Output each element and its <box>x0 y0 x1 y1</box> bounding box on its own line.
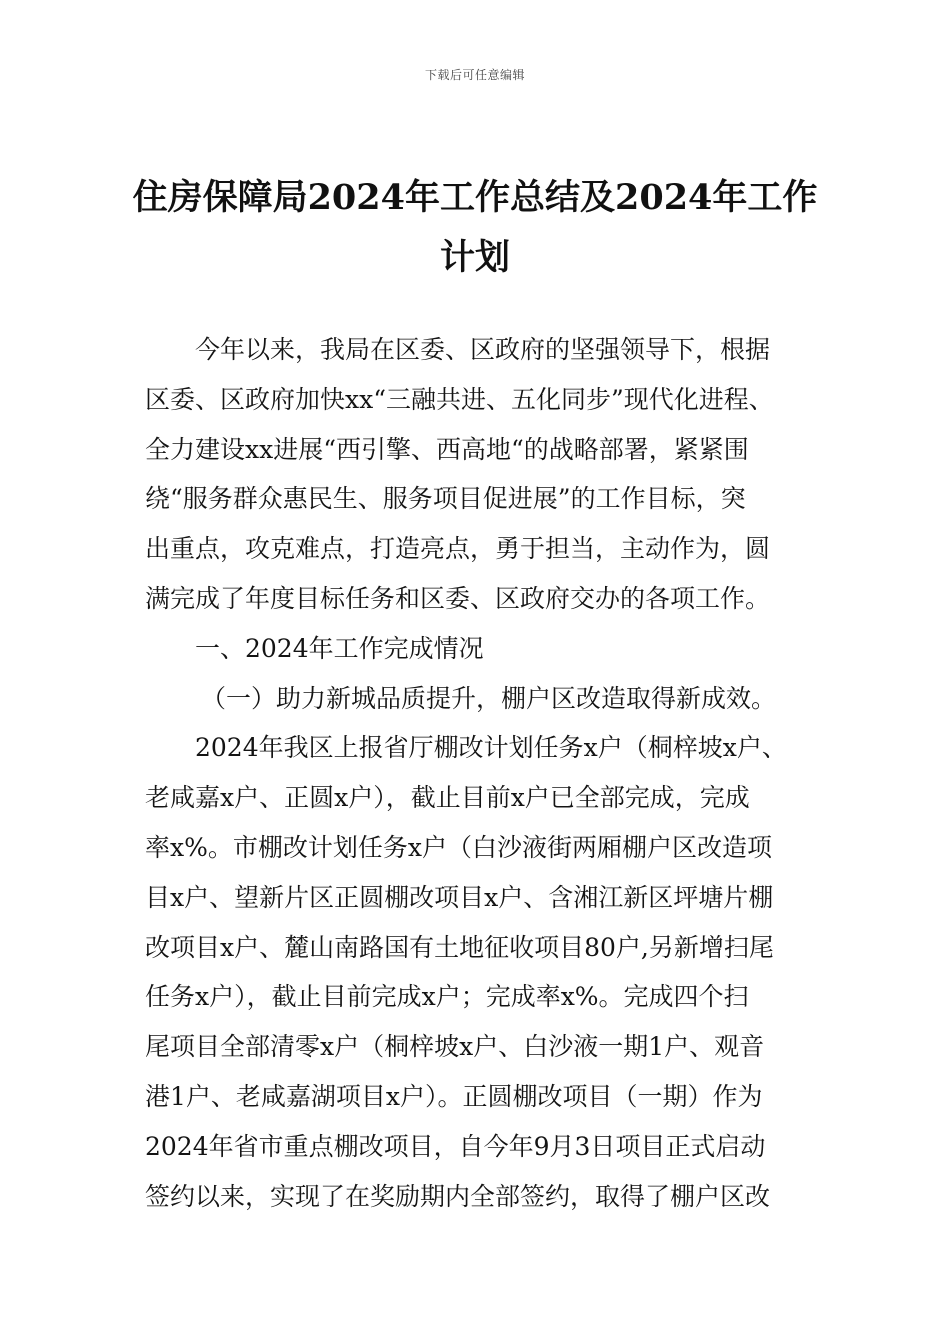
body-line: 全力建设xx进展“西引擎、西高地“的战略部署，紧紧围 <box>145 434 749 464</box>
body-line: 2024年我区上报省厅棚改计划任务x户（桐梓坡x户、 <box>195 733 787 763</box>
body-line: 任务x户），截止目前完成x户；完成率x%。完成四个扫 <box>145 982 749 1012</box>
body-line: 2024年省市重点棚改项目，自今年9月3日项目正式启动 <box>145 1131 766 1161</box>
document-body <box>145 325 845 1221</box>
section-heading: 一、2024年工作完成情况 <box>195 633 484 663</box>
body-line: 满完成了年度目标任务和区委、区政府交办的各项工作。 <box>145 583 771 613</box>
body-line: 出重点，攻克难点，打造亮点，勇于担当，主动作为，圆 <box>145 534 771 564</box>
body-line: 老咸嘉x户、正圆x户），截止目前x户已全部完成，完成 <box>145 783 750 813</box>
title-line-1: 住房保障局2024年工作总结及2024年工作 <box>132 177 818 218</box>
body-line: 改项目x户、麓山南路国有土地征收项目80户,另新增扫尾 <box>145 932 774 962</box>
body-line: 港1户、老咸嘉湖项目x户）。正圆棚改项目（一期）作为 <box>145 1081 763 1111</box>
body-line: 今年以来，我局在区委、区政府的坚强领导下，根据 <box>195 335 771 364</box>
header-note: 下载后可任意编辑 <box>424 68 525 82</box>
body-line: 率x%。市棚改计划任务x户（白沙液街两厢棚户区改造项 <box>145 832 772 862</box>
body-line: 签约以来，实现了在奖励期内全部签约，取得了棚户区改 <box>145 1181 771 1211</box>
body-line: 尾项目全部清零x户（桐梓坡x户、白沙液一期1户、观音 <box>145 1032 765 1062</box>
body-line: 绕“服务群众惠民生、服务项目促进展”的工作目标，突 <box>145 484 746 514</box>
body-line: 区委、区政府加快xx“三融共进、五化同步”现代化进程、 <box>145 384 774 414</box>
body-line: 目x户、望新片区正圆棚改项目x户、含湘江新区坪塘片棚 <box>145 882 774 912</box>
title-line-2: 计划 <box>439 237 510 278</box>
subsection-heading: （一）助力新城品质提升，棚户区改造取得新成效。 <box>201 683 777 713</box>
document-title <box>130 168 820 288</box>
